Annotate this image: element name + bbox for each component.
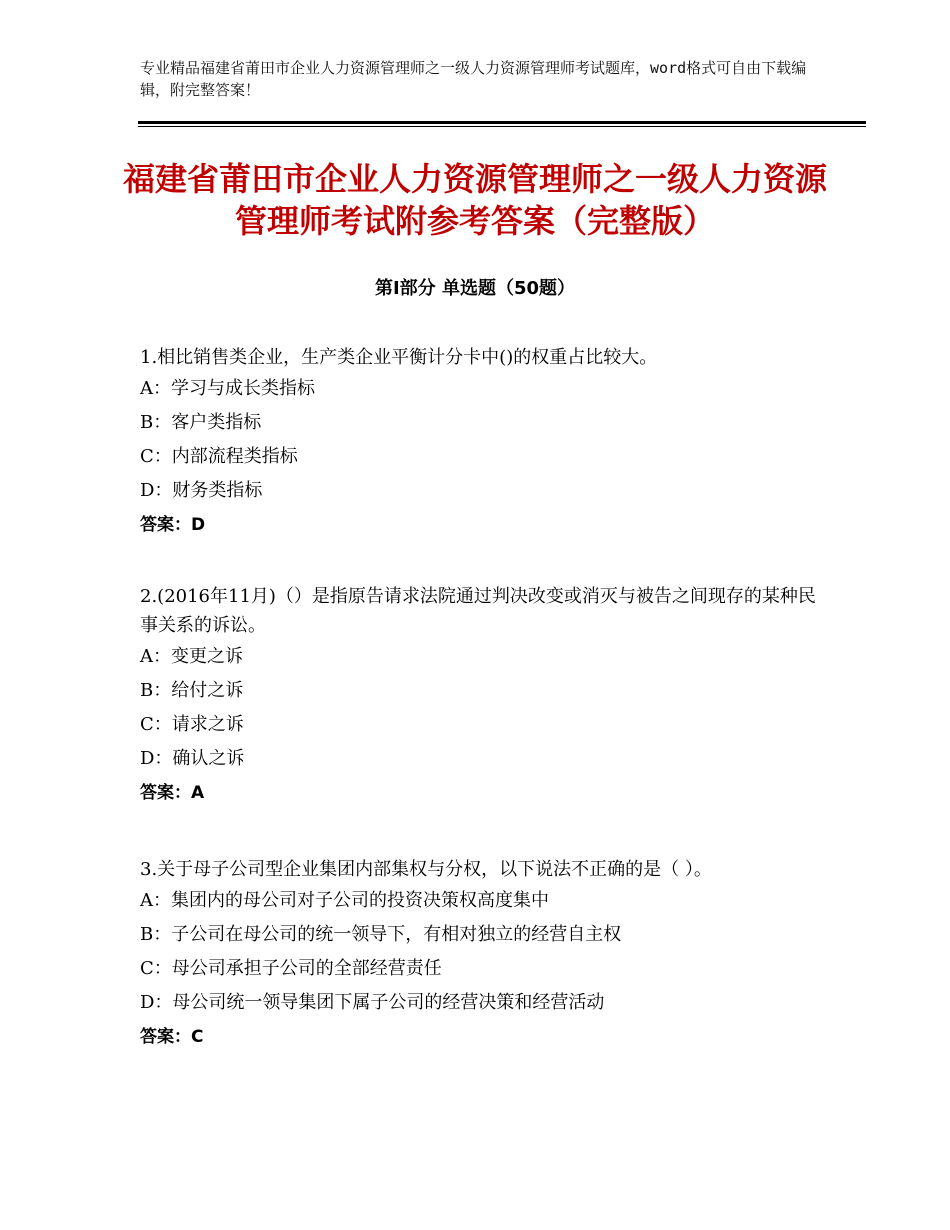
question-2 bbox=[140, 582, 820, 810]
option-d: D：财务类指标 bbox=[140, 480, 263, 501]
option-a: A：集团内的母公司对子公司的投资决策权高度集中 bbox=[140, 890, 549, 911]
option-d: D：确认之诉 bbox=[140, 748, 245, 769]
question-text: 2.(2016年11月)（）是指原告请求法院通过判决改变或消灭与被告之间现存的某种民事关系的诉讼。 bbox=[140, 586, 816, 636]
answer: 答案：A bbox=[140, 783, 205, 803]
question-3 bbox=[140, 855, 820, 1054]
question-1 bbox=[140, 343, 820, 542]
header-note: 专业精品福建省莆田市企业人力资源管理师之一级人力资源管理师考试题库，word格式可自由下载编辑，附完整答案！ bbox=[140, 59, 807, 99]
option-d: D：母公司统一领导集团下属子公司的经营决策和经营活动 bbox=[140, 992, 605, 1013]
option-c: C：请求之诉 bbox=[140, 714, 244, 735]
header-divider-thick bbox=[138, 121, 866, 124]
header-divider-thin bbox=[138, 126, 866, 127]
document-title: 福建省莆田市企业人力资源管理师之一级人力资源管理师考试附参考答案（完整版） bbox=[122, 160, 827, 240]
option-b: B：客户类指标 bbox=[140, 412, 262, 433]
section-heading: 第Ⅰ部分 单选题（50题） bbox=[374, 278, 575, 299]
option-a: A：变更之诉 bbox=[140, 646, 243, 667]
option-a: A：学习与成长类指标 bbox=[140, 378, 315, 399]
option-b: B：给付之诉 bbox=[140, 680, 244, 701]
answer: 答案：C bbox=[140, 1027, 204, 1047]
option-c: C：母公司承担子公司的全部经营责任 bbox=[140, 958, 442, 979]
option-c: C：内部流程类指标 bbox=[140, 446, 298, 467]
option-b: B：子公司在母公司的统一领导下，有相对独立的经营自主权 bbox=[140, 924, 622, 945]
question-text: 1.相比销售类企业，生产类企业平衡计分卡中()的权重占比较大。 bbox=[140, 347, 658, 368]
answer: 答案：D bbox=[140, 515, 206, 535]
question-text: 3.关于母子公司型企业集团内部集权与分权，以下说法不正确的是（ ）。 bbox=[140, 859, 712, 880]
